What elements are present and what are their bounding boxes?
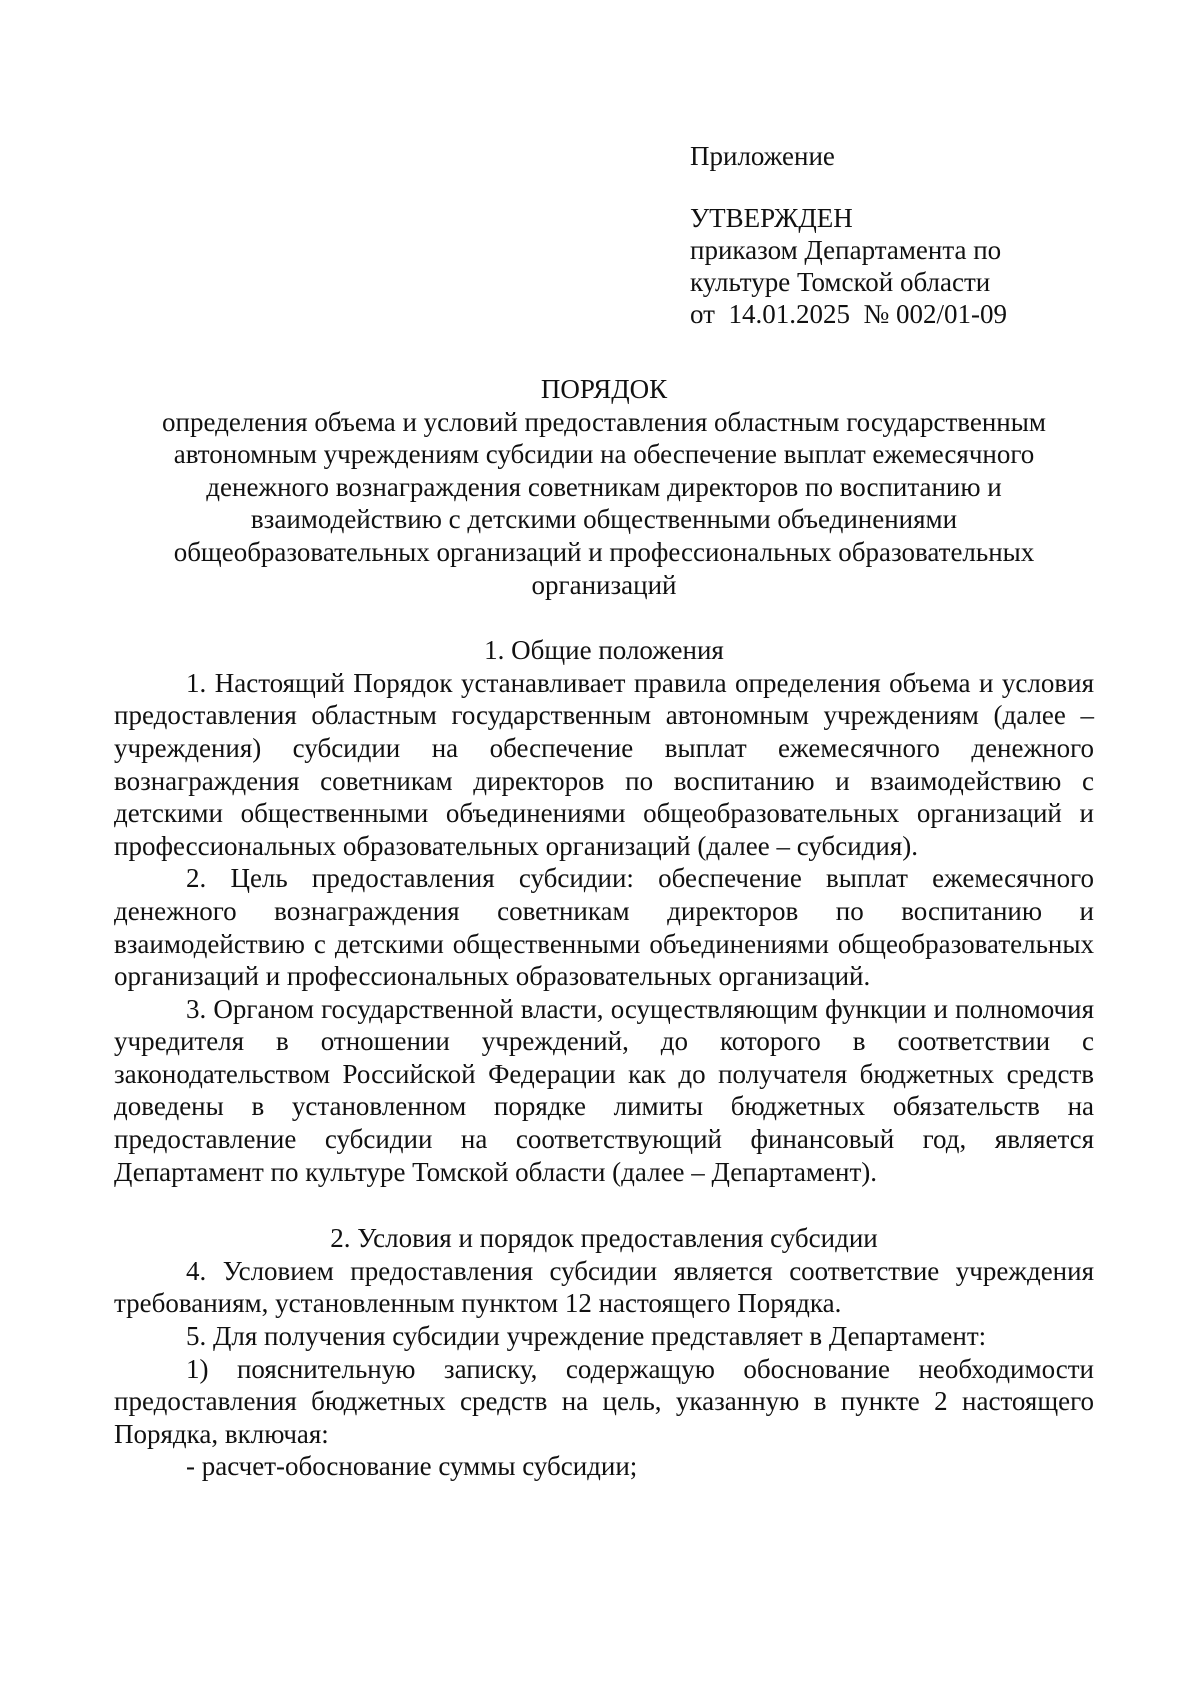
approval-line-2: культуре Томской области — [690, 267, 991, 297]
paragraph-3: 3. Органом государственной власти, осуществляющим функции и полномочия учредителя в отношении учреждений, до которого в соответствии с законодательством Российской Федерации как до получателя бюджетных средств доведены в установленном порядке лимиты бюджетных обязательств на предоставление субсидии на соответствующий финансовый год, является Департамент по культуре Томской области (далее – Департамент). — [114, 993, 1094, 1187]
document-title-block — [114, 373, 1094, 601]
paragraph-5-1-item: - расчет-обоснование суммы субсидии; — [186, 1451, 638, 1482]
approved-label: УТВЕРЖДЕН — [690, 203, 853, 233]
paragraph-5-1: 1) пояснительную записку, содержащую обоснование необходимости предоставления бюджетных средств на цель, указанную в пункте 2 настоящего Порядка, включая: — [114, 1353, 1094, 1449]
document-subtitle-line: определения объема и условий предоставления областным государственным — [162, 406, 1046, 437]
document-subtitle-line: общеобразовательных организаций и профессиональных образовательных — [173, 536, 1035, 567]
document-body — [114, 373, 1094, 1483]
approval-line-1: приказом Департамента по — [690, 235, 1002, 265]
document-subtitle-line: взаимодействию с детскими общественными объединениями — [250, 504, 958, 535]
section-heading-general: 1. Общие положения — [484, 635, 724, 666]
paragraph-4: 4. Условием предоставления субсидии является соответствие учреждения требованиям, установленным пунктом 12 настоящего Порядка. — [114, 1255, 1094, 1319]
approval-stamp-block — [690, 140, 1007, 330]
document-subtitle-line: денежного вознаграждения советникам директоров по воспитанию и — [206, 471, 1002, 502]
document-subtitle-line: автономным учреждениям субсидии на обеспечение выплат ежемесячного — [173, 439, 1035, 470]
document-title: ПОРЯДОК — [540, 374, 668, 404]
section-heading-conditions: 2. Условия и порядок предоставления субсидии — [330, 1223, 878, 1254]
document-subtitle-line: организаций — [531, 569, 677, 600]
paragraph-2: 2. Цель предоставления субсидии: обеспечение выплат ежемесячного денежного вознаграждения советникам директоров по воспитанию и взаимодействию с детскими общественными объединениями общеобразовательных организаций и профессиональных образовательных организаций. — [114, 863, 1094, 992]
approval-order-number: от 14.01.2025 № 002/01-09 — [690, 299, 1007, 329]
appendix-label: Приложение — [690, 141, 835, 171]
paragraph-5: 5. Для получения субсидии учреждение представляет в Департамент: — [186, 1321, 987, 1352]
paragraph-1: 1. Настоящий Порядок устанавливает правила определения объема и условия предоставления областным государственным автономным учреждениям (далее – учреждения) субсидии на обеспечение выплат ежемесячного денежного вознаграждения советникам директоров по воспитанию и взаимодействию с детскими общественными объединениями общеобразовательных организаций и профессиональных образовательных организаций (далее – субсидия). — [114, 667, 1094, 861]
